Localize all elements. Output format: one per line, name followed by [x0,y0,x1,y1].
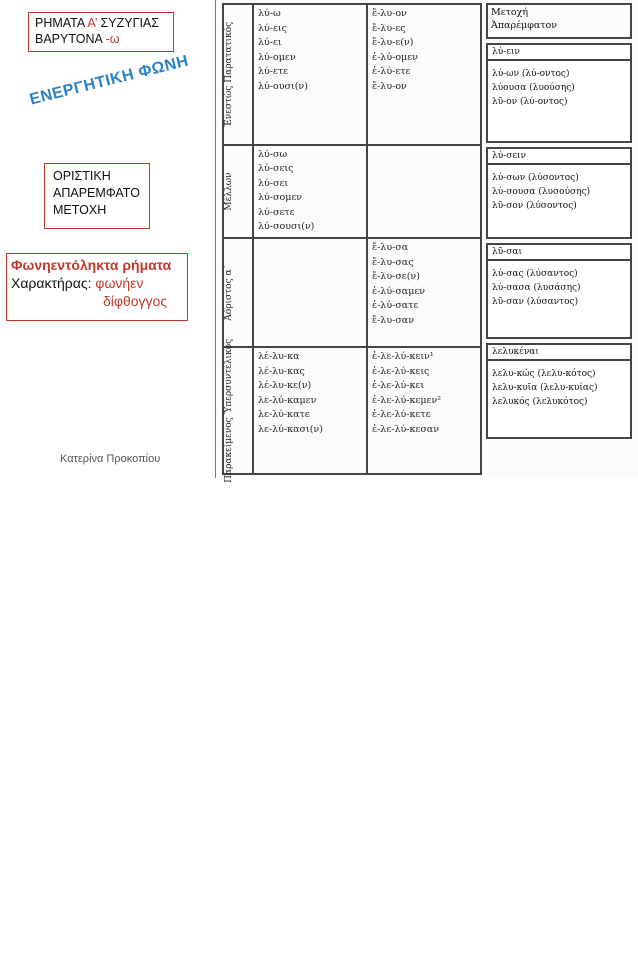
verb-form: ἐ-λύ-σαμεν [372,285,426,297]
past-stem-cell [367,347,481,474]
tense-label: Μέλλων [224,172,234,211]
verb-form: λε-λύ-κατε [258,409,310,421]
verb-form: λύ-σω [258,148,288,160]
title-box [28,12,174,52]
verb-form: λύ-ομεν [258,51,296,63]
tense-cell [223,338,253,483]
infinitive-label: λύ-σειν [488,149,630,165]
verb-form: ἐ-λύ-ομεν [372,51,418,63]
participle-header [486,3,632,39]
present-stem-cell [253,347,367,474]
participle-column [486,3,632,439]
infinitive-label: λῦ-σαι [488,245,630,261]
verb-form: ἔ-λυ-σας [372,256,414,268]
tense-label: Παρακείμενος Ὑπερσυντέλικος [224,338,234,483]
verb-form: ἔ-λυ-σαν [372,314,414,326]
verb-form: λύ-σετε [258,206,295,218]
participle-form: λελυκός (λελυκότος) [492,397,588,407]
participle-form: λῦ-σαν (λύσαντος) [492,297,579,307]
past-stem-cell [367,145,481,239]
verb-form: λύ-σομεν [258,192,303,204]
author-credit: Κατερίνα Προκοπίου [60,453,161,465]
tense-cell [223,238,253,347]
participle-box [486,43,632,143]
tense-row [223,238,481,347]
moods-box [44,163,150,229]
verb-form: λύ-σουσι(ν) [258,221,315,233]
participle-header-line-2: Ἀπαρέμφατον [491,20,558,31]
verb-form: ἐ-λε-λύ-κειν¹ [372,351,434,363]
verb-form: λέ-λυ-κα [258,351,300,363]
voice-banner: ΕΝΕΡΓΗΤΙΚΗ ΦΩΝΗ [28,52,191,109]
tense-row [223,347,481,474]
title-accent-2: -ω [105,32,120,46]
past-stem-cell [367,238,481,347]
participle-form: λύ-σων (λύσοντος) [492,173,579,183]
mood-participle: ΜΕΤΟΧΗ [53,203,107,217]
title-line-1: ΡΗΜΑΤΑ Α’ ΣΥΖΥΓΙΑΣ [35,16,159,30]
verb-form: ἐ-λύ-σατε [372,300,419,312]
verb-form: ἔ-λυ-ε(ν) [372,37,414,48]
verb-form: λέ-λυ-κας [258,365,305,377]
character-vowel: φωνήεν [95,275,144,291]
character-line: Χαρακτήρας: φωνήεν [11,275,144,291]
verb-form: λύ-ει [258,37,282,48]
verb-form: ἐ-λε-λύ-κεις [372,365,430,377]
mood-indicative: ΟΡΙΣΤΙΚΗ [53,169,111,183]
participle-form: λελυ-κυῖα (λελυ-κυίας) [492,383,598,393]
verb-form: λε-λύ-καμεν [258,394,317,406]
tense-cell [223,4,253,145]
present-stem-cell [253,238,367,347]
participle-box [486,343,632,439]
verb-form: ἐ-λε-λύ-κεσαν [372,423,440,435]
verb-form: ἐ-λε-λύ-κεμεν² [372,394,442,406]
vowel-box [6,253,188,321]
verb-form: ἐ-λε-λύ-κει [372,380,425,392]
participle-header-line-1: Μετοχή [491,7,529,18]
verb-form: ἐ-λε-λύ-κετε [372,409,431,421]
tense-label: Ἀόριστος α΄ [224,264,234,321]
participle-forms [488,261,630,311]
tense-row [223,4,481,145]
past-stem-cell [367,4,481,145]
verb-form: λύ-ετε [258,66,289,77]
sheet-divider [215,0,216,478]
verb-form: ἔ-λυ-σε(ν) [372,271,420,283]
verb-form: ἐ-λύ-ετε [372,66,411,77]
tense-label: Ἐνεστὼς Παρατατικός [224,21,234,128]
tense-row [223,145,481,239]
participle-form: λύ-ων (λύ-οντος) [492,69,570,79]
present-stem-cell [253,145,367,239]
infinitive-label: λελυκέναι [488,345,630,361]
verb-form: λύ-εις [258,22,287,34]
participle-box [486,147,632,239]
participle-form: λύ-σας (λύσαντος) [492,269,578,279]
present-stem-cell [253,4,367,145]
verb-form: ἔ-λυ-ον [372,8,407,19]
verb-form: λύ-ουσι(ν) [258,80,308,92]
participle-form: λύ-σασα (λυσάσης) [492,283,581,293]
tense-cell [223,145,253,239]
verb-form: ἔ-λυ-ες [372,22,406,34]
participle-form: λύ-σουσα (λυσούσης) [492,187,591,197]
verb-form: ἔ-λυ-ον [372,80,407,92]
verb-form: λέ-λυ-κε(ν) [258,380,312,392]
title-accent-1: Α’ [87,16,98,30]
verb-form: λύ-σει [258,177,289,189]
verb-form: ἔ-λυ-σα [372,242,409,254]
participle-form: λύουσα (λυούσης) [492,83,575,93]
participle-forms [488,61,630,111]
verb-form: λε-λύ-κασι(ν) [258,423,323,435]
verb-form: λύ-ω [258,8,281,19]
participle-form: λελυ-κώς (λελυ-κότος) [492,369,596,379]
infinitive-label: λύ-ειν [488,45,630,61]
participle-form: λῦ-ον (λύ-οντος) [492,97,568,107]
verb-form: λύ-σεις [258,163,294,175]
participle-forms [488,165,630,215]
participle-box [486,243,632,339]
vowel-title: Φωνηεντόληκτα ρήματα [11,257,172,273]
participle-form: λῦ-σον (λύσοντος) [492,201,577,211]
mood-infinitive: ΑΠΑΡΕΜΦΑΤΟ [53,186,140,200]
participle-forms [488,361,630,411]
title-line-2: ΒΑΡΥΤΟΝΑ -ω [35,32,120,46]
conjugation-table [222,3,482,483]
character-diphthong: δίφθογγος [103,293,168,309]
